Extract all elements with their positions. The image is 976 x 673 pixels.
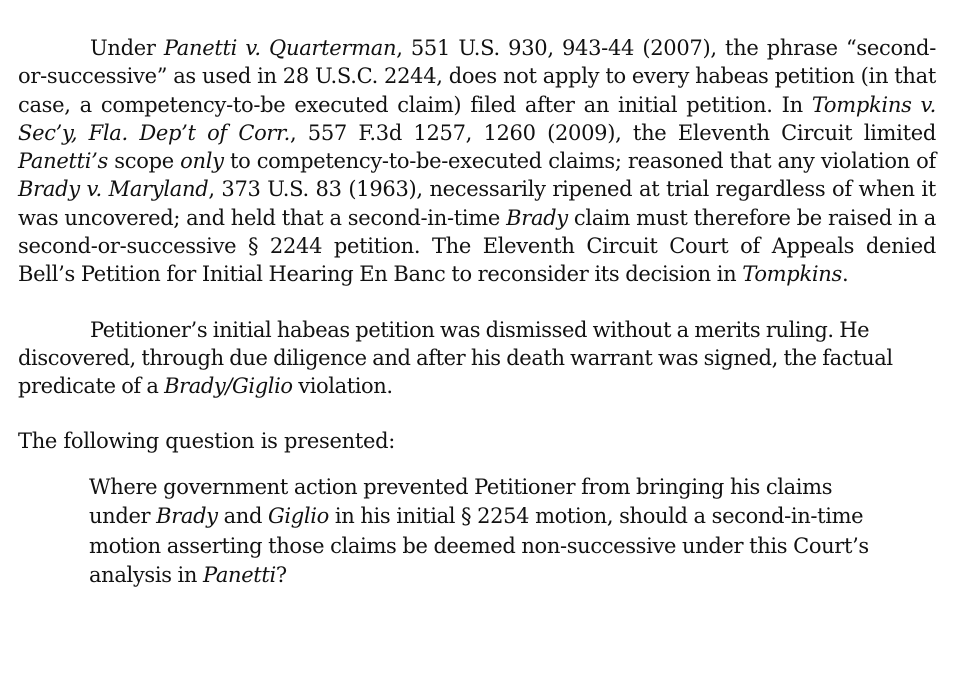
text-span: in his initial § 2254 motion, should a second-in-time motion asserting those claims be deemed non-successive under this Court’s analysis in xyxy=(89,504,869,588)
question-presented xyxy=(89,473,889,591)
text-span: . xyxy=(841,262,849,287)
case-citation-tompkins: Tompkins v. Sec’y, Fla. Dep’t of Corr. xyxy=(18,92,936,145)
text-span: Under xyxy=(90,36,164,60)
text-span: to competency-to-be-executed claims; reasoned that any violation of xyxy=(223,149,936,174)
case-citation-brady: Brady xyxy=(506,205,568,230)
text-span: , 551 U.S. 930, 943-44 (2007), the phrase “second-or-successive” as used in 28 U.S.C. 2244, does not apply to every habeas petition (in that case, a competency-to-be executed claim) filed after an initial petition. In xyxy=(18,36,936,117)
text-span: , 557 F.3d 1257, 1260 (2009), the Eleventh Circuit limited xyxy=(289,120,936,145)
document-page xyxy=(18,34,936,591)
text-span: scope xyxy=(108,149,181,174)
paragraph-panetti-tompkins xyxy=(18,34,936,289)
text-span: claim must therefore be raised in a second-or-successive § 2244 petition. The Eleventh Circuit Court of Appeals denied Bell’s Petition for Initial Hearing En Banc to reconsider its decision in xyxy=(18,205,936,287)
case-citation-panetti-quarterman: Panetti v. Quarterman xyxy=(163,36,397,60)
question-intro: The following question is presented: xyxy=(18,428,396,453)
text-span: and xyxy=(217,504,268,529)
case-citation-brady-giglio: Brady/Giglio xyxy=(164,374,293,399)
case-citation-panettis: Panetti’s xyxy=(18,149,109,174)
text-span: Where government action prevented Petitioner from bringing his claims under xyxy=(89,474,833,529)
case-citation-brady-maryland: Brady v. Maryland xyxy=(18,177,209,202)
emphasis-only: only xyxy=(180,149,224,174)
paragraph-petitioner-background xyxy=(18,316,936,401)
text-span: Petitioner’s initial habeas petition was dismissed without a merits ruling. He discovered, through due diligence and after his death warrant was signed, the factual predicate of a xyxy=(18,317,893,399)
case-citation-tompkins-short: Tompkins xyxy=(742,262,842,287)
text-span: violation. xyxy=(292,374,393,399)
case-citation-giglio: Giglio xyxy=(268,504,329,529)
text-span: , 373 U.S. 83 (1963), necessarily ripened at trial regardless of when it was uncovered; and held that a second-in-time xyxy=(18,177,936,230)
case-citation-panetti: Panetti xyxy=(203,563,276,588)
text-span: ? xyxy=(275,563,287,588)
case-citation-brady: Brady xyxy=(156,504,218,529)
